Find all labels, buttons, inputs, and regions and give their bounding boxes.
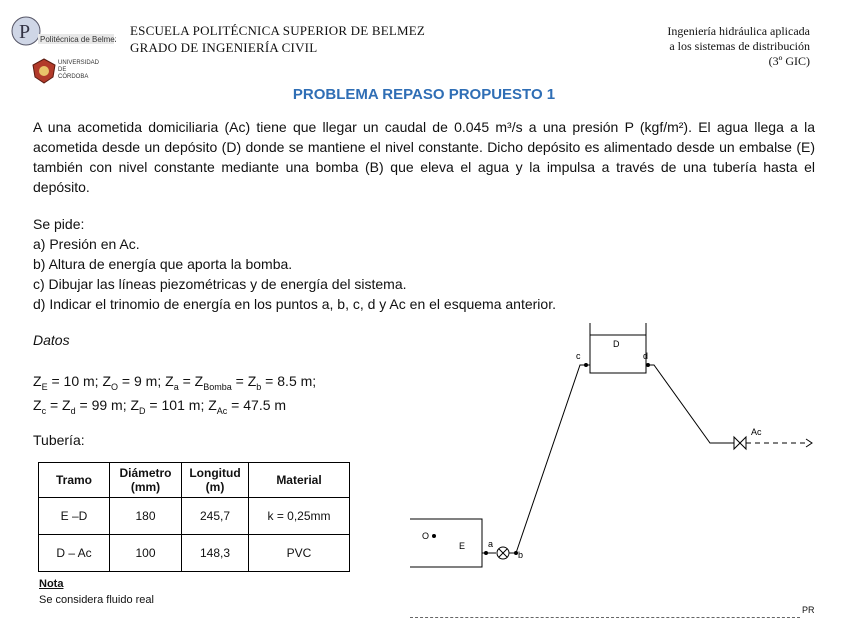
header-right: [667, 24, 810, 69]
table-row: [39, 535, 350, 572]
footer-divider: [410, 617, 800, 618]
elevation-data: [33, 372, 316, 420]
svg-text:Politécnica de Belmez: Politécnica de Belmez: [40, 35, 116, 44]
question-item: d) Indicar el trinomio de energía en los puntos a, b, c, d y Ac en el esquema anterior.: [33, 296, 556, 312]
question-item: c) Dibujar las líneas piezométricas y de energía del sistema.: [33, 276, 407, 292]
table-cell: 245,7: [182, 498, 249, 535]
question-item: b) Altura de energía que aporta la bomba.: [33, 256, 293, 272]
reservoir-e-outline: [410, 519, 482, 567]
school-logo: [10, 14, 116, 48]
point-o-marker: [432, 534, 436, 538]
course-line-3: (3º GIC): [768, 54, 810, 68]
table-cell: 148,3: [182, 535, 249, 572]
course-line-2: a los sistemas de distribución: [669, 39, 810, 53]
table-header: Longitud (m): [182, 463, 249, 498]
label-b: b: [518, 550, 524, 560]
pipe-d-to-ac: [646, 365, 734, 443]
pipe-pump-to-c: [509, 365, 590, 553]
page-title: PROBLEMA REPASO PROPUESTO 1: [292, 86, 556, 103]
label-o: O: [422, 531, 430, 541]
elevation-line-2: $Z_c = Z_d = 99$ m; $Z_D = 101$ m; $Z_{Ac} = 47.5$ m: [33, 396, 287, 416]
elevation-line-1: $Z_E = 10$ m; $Z_O = 9$ m; $Z_a = Z_{Bomba} = Z_b = 8.5$ m;: [33, 373, 317, 392]
school-name: ESCUELA POLITÉCNICA SUPERIOR DE BELMEZ: [130, 23, 426, 38]
table-cell: k = 0,25mm: [249, 498, 350, 535]
table-header-row: [39, 463, 350, 498]
tuberia-label: Tubería:: [33, 432, 85, 448]
university-logo-text: UNIVERSIDAD DE CÓRDOBA: [58, 60, 100, 80]
datos-label: Datos: [33, 332, 70, 348]
label-d-tank: D: [613, 339, 620, 349]
footer-tag: PR: [802, 605, 815, 615]
point-a-marker: [484, 551, 488, 555]
table-cell: PVC: [249, 535, 350, 572]
svg-text:P: P: [19, 21, 31, 43]
questions: [33, 214, 556, 314]
table-cell: E –D: [39, 498, 110, 535]
degree-name: GRADO DE INGENIERÍA CIVIL: [130, 40, 318, 55]
point-c-marker: [584, 363, 588, 367]
label-e: E: [459, 541, 466, 551]
pipe-table: [38, 462, 350, 572]
questions-heading: Se pide:: [33, 216, 85, 232]
label-d: d: [643, 351, 649, 361]
system-diagram: [400, 315, 820, 585]
label-ac: Ac: [751, 427, 762, 437]
course-line-1: Ingeniería hidráulica aplicada: [667, 24, 810, 38]
label-a: a: [488, 539, 494, 549]
nota-label: Nota: [39, 578, 64, 590]
problem-statement: A una acometida domiciliaria (Ac) tiene que llegar un caudal de 0.045 m³/s a una presión P (kgf/m²). El agua llega a la acometida desde un depósito (D) donde se mantiene el nivel constante. Dicho depósito es alimentado desde un embalse (E) también con nivel constante mediante una bomba (B) que eleva el agua y la impulsa a través de una tubería hasta el depósito.: [33, 119, 815, 195]
table-row: [39, 498, 350, 535]
table-header: Tramo: [39, 463, 110, 498]
valve-symbol: [734, 437, 746, 449]
table-cell: 100: [110, 535, 182, 572]
table-header: Diámetro (mm): [110, 463, 182, 498]
label-c: c: [576, 351, 581, 361]
nota-text: Se considera fluido real: [39, 594, 154, 606]
question-item: a) Presión en Ac.: [33, 236, 140, 252]
table-cell: 180: [110, 498, 182, 535]
table-header: Material: [249, 463, 350, 498]
point-d-marker: [646, 363, 650, 367]
header-left: [130, 22, 425, 56]
table-cell: D – Ac: [39, 535, 110, 572]
outflow-arrow-icon: [806, 439, 812, 447]
